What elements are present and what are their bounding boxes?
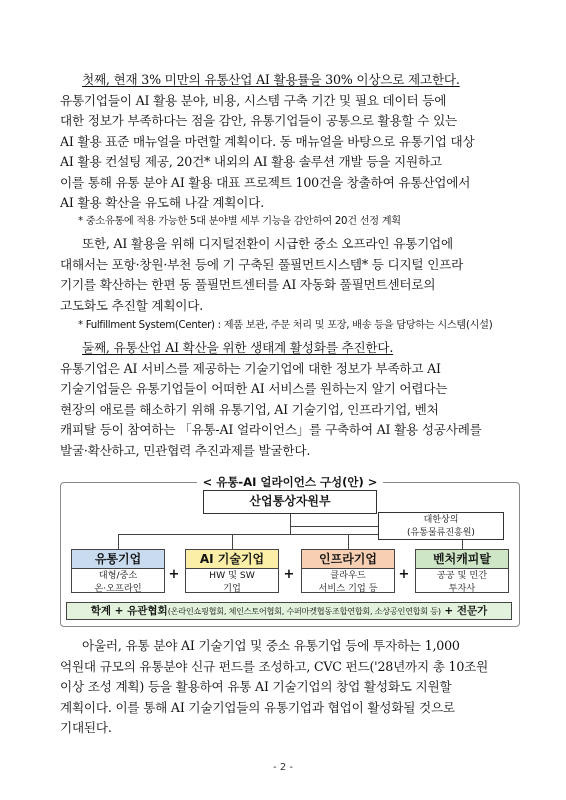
paragraph-line: 아울러, 유통 분야 AI 기술기업 및 중소 유통기업 등에 투자하는 1,000 (82, 638, 460, 653)
section-1-paragraph (60, 70, 520, 214)
paragraph-line: 대한 정보가 부족하다는 점을 감안, 유통기업들이 공통으로 활용할 수 있는 (60, 113, 457, 128)
partners-bar (66, 602, 512, 620)
paragraph-line: 억원대 규모의 유통분야 신규 펀드를 조성하고, CVC 펀드('28년까지 총 10조원 (60, 658, 489, 674)
org-sub: 대형/중소 (98, 570, 138, 581)
connector-line (348, 534, 349, 549)
paragraph-line: 고도화도 추진할 계획이다. (60, 297, 204, 313)
paragraph-line: 기기를 확산하는 한편 동 풀필먼트센터를 AI 자동화 풀필먼트센터로의 (60, 277, 436, 292)
paragraph-line: AI 활용 표준 매뉴얼을 마련할 계획이다. 동 매뉴얼을 바탕으로 유통기업 대상 (60, 133, 475, 149)
org-sub: 기업 (223, 583, 241, 594)
plus-sign: + (440, 605, 457, 617)
chamber-sub: (유통물류진흥원) (407, 527, 475, 538)
paragraph-line: AI 활용 확산을 유도해 나갈 계획이다. (60, 195, 265, 210)
org-sub: 클라우드 (330, 570, 366, 581)
associations-label: 유관협회 (127, 605, 168, 617)
paragraph-line: 대해서는 포항·창원·부천 등에 기 구축된 풀필먼트시스템* 등 디지털 인프라 (60, 256, 464, 272)
footnote: * Fulfillment System(Center) : 제품 보관, 주문 처리 및 포장, 배송 등을 담당하는 시스템(시설) (78, 320, 493, 331)
org-box-vc (415, 549, 509, 593)
associations-detail: (온라인쇼핑협회, 체인스토어협회, 수퍼마켓협동조합연합회, 소상공인연합회 등) (167, 606, 441, 616)
connector-line (290, 526, 378, 527)
connector-line (290, 514, 291, 534)
paragraph-line: 기술기업들은 유통기업들이 어떠한 AI 서비스를 원하는지 알기 어렵다는 (60, 381, 448, 396)
plus-sign: + (168, 567, 180, 582)
chamber-name: 대한상의 (423, 515, 459, 525)
diagram-title: < 유통-AI 얼라이언스 구성(안) > (60, 474, 520, 490)
footnote: * 중소유통에 적용 가능한 5대 분야별 세부 기능을 감안하여 20건 선정 계획 (78, 216, 401, 227)
section-2-paragraph (60, 338, 520, 461)
ministry-box: 산업통상자원부 (203, 490, 377, 514)
org-head: 벤처캐피탈 (416, 550, 508, 569)
plus-sign: + (283, 567, 295, 582)
org-box-ai-tech (185, 549, 279, 593)
org-box-infra (301, 549, 395, 593)
experts-label: 전문가 (456, 605, 488, 617)
section-2-heading: 둘째, 유통산업 AI 확산을 위한 생태계 활성화를 추진한다. (82, 340, 394, 355)
section-1b-paragraph (60, 234, 520, 316)
org-sub: 서비스 기업 등 (318, 583, 378, 594)
org-box-retail (71, 549, 165, 593)
page-number: - 2 - (273, 762, 293, 773)
org-sub: 투자사 (448, 583, 476, 594)
connector-line (232, 534, 233, 549)
chamber-box (378, 512, 504, 540)
connector-line (118, 534, 119, 549)
alliance-diagram (60, 474, 520, 626)
plus-sign: + (111, 605, 128, 617)
org-sub: HW 및 SW (209, 570, 255, 581)
paragraph-line: 현장의 애로를 해소하기 위해 유통기업, AI 기술기업, 인프라기업, 벤처 (60, 401, 439, 417)
paragraph-line: 유통기업은 AI 서비스를 제공하는 기술기업에 대한 정보가 부족하고 AI (60, 360, 441, 376)
paragraph-line: 이를 통해 유통 분야 AI 활용 대표 프로젝트 100건을 창출하여 유통산업에서 (60, 174, 471, 190)
org-sub: 온·오프라인 (94, 583, 142, 594)
section-3-paragraph (60, 636, 520, 739)
paragraph-line: AI 활용 컨설팅 제공, 20건* 내외의 AI 활용 솔루션 개발 등을 지원하고 (60, 154, 442, 169)
paragraph-line: 기대된다. (60, 720, 112, 735)
paragraph-line: 유통기업들이 AI 활용 분야, 비용, 시스템 구축 기간 및 필요 데이터 등에 (60, 92, 447, 108)
paragraph-line: 발굴·확산하고, 민관협력 추진과제를 발굴한다. (60, 442, 311, 458)
paragraph-line: 캐피탈 등이 참여하는 「유통-AI 얼라이언스」를 구축하여 AI 활용 성공사례를 (60, 422, 482, 437)
org-head: 인프라기업 (302, 550, 394, 569)
section-1-heading: 첫째, 현재 3% 미만의 유통산업 AI 활용률을 30% 이상으로 제고한다. (82, 72, 460, 87)
org-head: AI 기술기업 (186, 550, 278, 569)
paragraph-line: 계획이다. 이를 통해 AI 기술기업들의 유통기업과 협업이 활성화될 것으로 (60, 699, 455, 715)
paragraph-line: 또한, AI 활용을 위해 디지털전환이 시급한 중소 오프라인 유통기업에 (82, 236, 453, 251)
org-sub: 공공 및 민간 (436, 570, 488, 581)
plus-sign: + (398, 567, 410, 582)
academia-label: 학계 (90, 605, 112, 617)
org-head: 유통기업 (72, 550, 164, 569)
paragraph-line: 이상 조성 계획) 등을 활용하여 유통 AI 기술기업의 창업 활성화도 지원할 (60, 679, 452, 694)
